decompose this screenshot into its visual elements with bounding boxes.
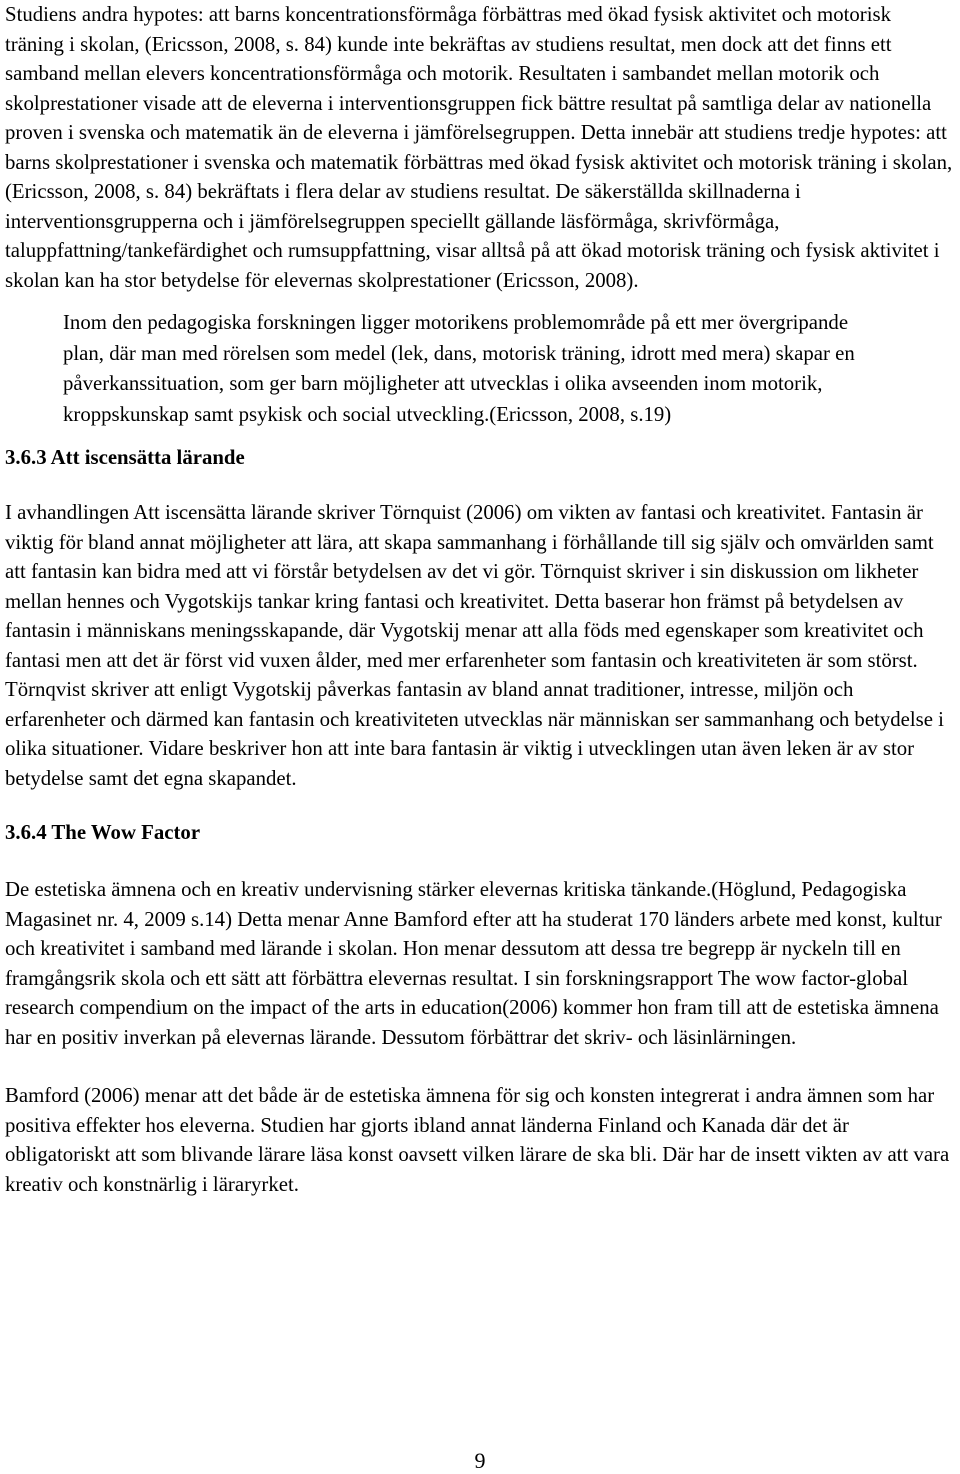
block-quote: Inom den pedagogiska forskningen ligger motorikens problemområde på ett mer övergripande plan, där man med rörelsen som medel (lek, dans, motorisk träning, idrott med mera) skapar en påverkanssituation, som ger barn möjligheter att utvecklas i olika avseenden inom motorik, kroppskunskap samt psykisk och social utveckling.(Ericsson, 2008, s.19)	[63, 311, 855, 426]
body-paragraph-estetiska: De estetiska ämnena och en kreativ undervisning stärker elevernas kritiska tänkande.(Höglund, Pedagogiska Magasinet nr. 4, 2009 s.14) Detta menar Anne Bamford efter att ha studerat 170 länders arbete med konst, kultur och kreativitet i samband med lärande i skolan. Hon menar dessutom att dessa tre begrepp är nyckeln till en framgångsrik skola och ett sätt att förbättra elevernas resultat. I sin forskningsrapport The wow factor-global research compendium on the impact of the arts in education(2006) kommer hon fram till att de estetiska ämnena har en positiv inverkan på elevernas lärande. Dessutom förbättrar det skriv- och läsinlärningen.	[5, 878, 942, 1049]
page-number: 9	[474, 1448, 486, 1473]
document-page	[5, 0, 955, 1199]
section-heading-iscensatta: 3.6.3 Att iscensätta lärande	[5, 446, 245, 469]
section-heading-wow-factor: 3.6.4 The Wow Factor	[5, 821, 201, 844]
body-paragraph-hypotes: Studiens andra hypotes: att barns koncentrationsförmåga förbättras med ökad fysisk aktivitet och motorisk träning i skolan, (Ericsson, 2008, s. 84) kunde inte bekräftas av studiens resultat, men dock att det finns ett samband mellan elevers koncentrationsförmåga och motorik. Resultaten i sambandet mellan motorik och skolprestationer visade att de eleverna i interventionsgruppen fick bättre resultat på samtliga delar av nationella proven i svenska och matematik än de eleverna i jämförelsegruppen. Detta innebär att studiens tredje hypotes: att barns skolprestationer i svenska och matematik förbättras med ökad fysisk aktivitet och motorisk träning i skolan, (Ericsson, 2008, s. 84) bekräftats i flera delar av studiens resultat. De säkerställda skillnaderna i interventionsgrupperna och i jämförelsegruppen speciellt gällande läsförmåga, skrivförmåga, taluppfattning/tankefärdighet och rumsuppfattning, visar alltså på att ökad motorisk träning och fysisk aktivitet i skolan kan ha stor betydelse för elevernas skolprestationer (Ericsson, 2008).	[5, 3, 953, 292]
body-paragraph-bamford: Bamford (2006) menar att det både är de estetiska ämnena för sig och konsten integrerat i andra ämnen som har positiva effekter hos eleverna. Studien har gjorts ibland annat länderna Finland och Kanada där det är obligatoriskt att som blivande lärare läsa konst oavsett vilken lärare de ska bli. Där har de insett vikten av att vara kreativ och konstnärlig i läraryrket.	[5, 1084, 950, 1196]
body-paragraph-fantasi: I avhandlingen Att iscensätta lärande skriver Törnquist (2006) om vikten av fantasi och kreativitet. Fantasin är viktig för bland annat möjligheter att lära, att skapa sammanhang i förhållande till sig själv och omvärlden samt att fantasin kan bidra med att vi förstår betydelsen av det vi gör. Törnquist skriver i sin diskussion om likheter mellan hennes och Vygotskijs tankar kring fantasi och kreativitet. Detta baserar hon främst på betydelsen av fantasin i människans meningsskapande, där Vygotskij menar att alla föds med egenskaper som kreativitet och fantasi men att det är först vid vuxen ålder, med mer erfarenheter som fantasin och kreativiteten är som störst. Törnqvist skriver att enligt Vygotskij påverkas fantasin av bland annat traditioner, intresse, miljön och erfarenheter och därmed kan fantasin och kreativiteten utvecklas när människan ser sammanhang och betydelse i olika situationer. Vidare beskriver hon att inte bara fantasin är viktig i utvecklingen utan även leken är av stor betydelse samt det egna skapandet.	[5, 501, 944, 790]
